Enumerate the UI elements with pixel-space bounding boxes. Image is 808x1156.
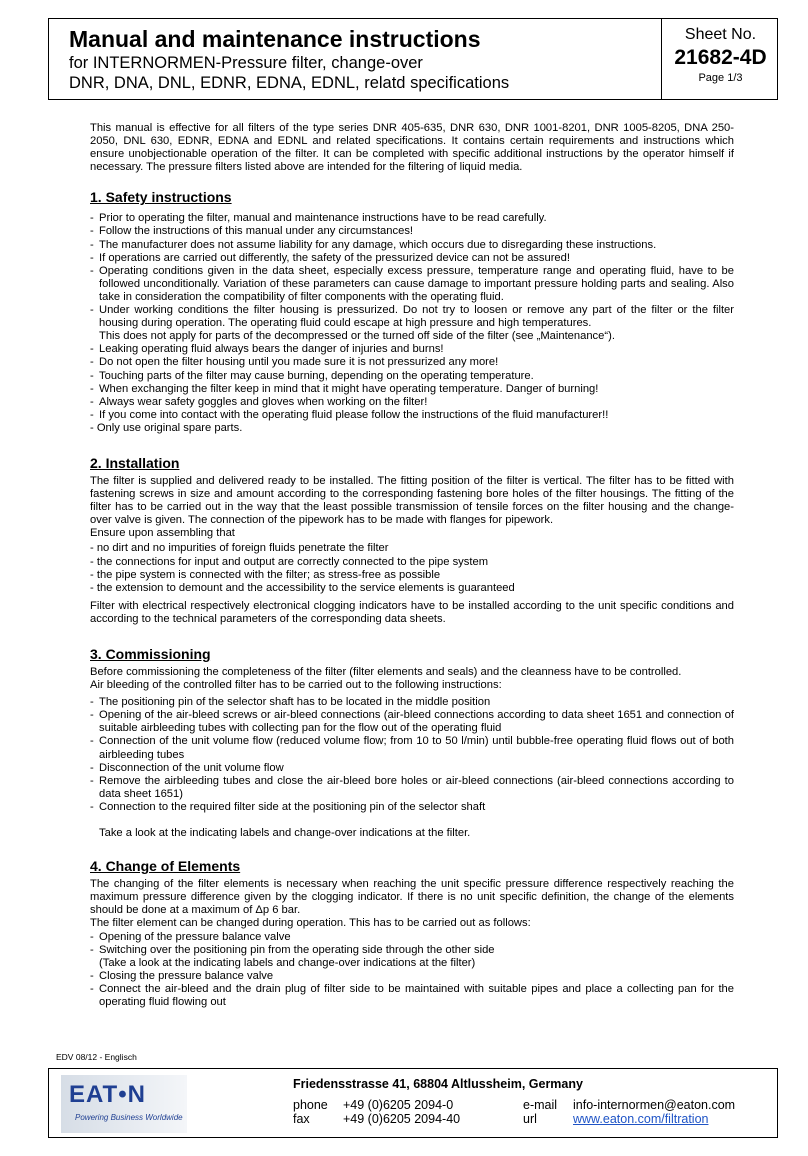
list-item-text: Always wear safety goggles and gloves when working on the filter!	[99, 395, 428, 408]
sheet-label: Sheet No.	[684, 26, 757, 43]
document-body	[90, 122, 734, 1009]
list-item-text: Leaking operating fluid always bears the danger of injuries and burns!	[99, 343, 444, 356]
commissioning-heading: 3. Commissioning	[90, 646, 211, 662]
list-item-text: Remove the airbleeding tubes and close the air-bleed bore holes or air-bleed connections (air-bleed connections according to data sheet 1651)	[99, 774, 734, 800]
sheet-info	[661, 19, 779, 99]
list-item-text: The positioning pin of the selector shaft has to be located in the middle position	[99, 696, 491, 709]
intro-paragraph: This manual is effective for all filters of the type series DNR 405-635, DNR 630, DNR 1001-8201, DNR 1005-8205, DNA 250-2050, DNL 630, EDNR, EDNA and EDNL and related specifications. It contains certain requirements and instructions which ensure unobjectionable operation of the filter. It can be completed with specific additional instructions by the operator himself if necessary. The pressure filters listed above are intended for the filtering of liquid media.	[90, 122, 734, 174]
installation-heading: 2. Installation	[90, 454, 180, 471]
list-item	[90, 225, 734, 238]
list-item-text: Connection to the required filter side at the positioning pin of the selector shaft	[99, 800, 486, 813]
edv-version: EDV 08/12 - Englisch	[56, 1052, 137, 1062]
list-item-text: Follow the instructions of this manual under any circumstances!	[99, 225, 414, 238]
sheet-number: 21682-4D	[674, 46, 767, 69]
eaton-logo	[61, 1075, 187, 1133]
list-item	[90, 983, 734, 1009]
list-item	[90, 970, 734, 983]
list-item	[90, 383, 734, 396]
website-link[interactable]: www.eaton.com/filtration	[573, 1112, 709, 1126]
list-item	[90, 304, 734, 343]
page-indicator: Page 1/3	[698, 72, 743, 84]
header-box	[48, 18, 778, 100]
header-title-block	[69, 25, 649, 93]
list-item	[90, 735, 734, 761]
change-paragraph: The changing of the filter elements is necessary when reaching the unit specific pressure difference respectively reaching the maximum pressure difference given by the clogging indicator. If there is no unit specific definition, the change of the elements should be done at a maximum of Δp 6 bar.	[90, 878, 734, 917]
list-item: - Only use original spare parts.	[90, 421, 243, 434]
list-item: - no dirt and no impurities of foreign fluids penetrate the filter	[90, 542, 389, 555]
change-heading: 4. Change of Elements	[90, 858, 241, 875]
list-item-text: Closing the pressure balance valve	[99, 969, 274, 982]
list-item-note: (Take a look at the indicating labels and change-over indications at the filter)	[99, 956, 476, 969]
list-item-text: Disconnection of the unit volume flow	[99, 761, 284, 774]
list-item	[90, 370, 734, 383]
list-item-text: Do not open the filter housing until you made sure it is not pressurized any more!	[99, 356, 499, 369]
safety-heading: 1. Safety instructions	[90, 189, 232, 206]
installation-paragraph: The filter is supplied and delivered ready to be installed. The fitting position of the filter is vertical. The filter has to be fitted with fastening screws in size and amount according to the corresponding fastening bore holes of the filter housings. The fitting of the filter has to be carried out in the way that the least possible transmission of tensile forces on the filter housing and the change-over valve is given. The connection of the pipework has to be made with flanges for pipework.	[90, 474, 734, 527]
list-item	[90, 409, 734, 422]
list-item: - the connections for input and output are correctly connected to the pipe system	[90, 555, 489, 568]
phone-number: +49 (0)6205 2094-0	[343, 1098, 454, 1112]
list-item-text: Prior to operating the filter, manual and maintenance instructions have to be read carefully.	[99, 212, 547, 225]
list-item-text: - Switching over the positioning pin from the operating side through the other side	[99, 943, 495, 956]
list-item	[90, 212, 734, 225]
document-title: Manual and maintenance instructions	[69, 26, 481, 52]
commissioning-paragraph: Before commissioning the completeness of the filter (filter elements and seals) and the cleanness have to be controlled.	[90, 666, 682, 678]
list-item-text: Opening of the air-bleed screws or air-bleed connections (air-bleed connections according to data sheet 1651 and connection of suitable airbleeding tubes with collecting pan for the flow out of the operating fluid	[99, 709, 734, 735]
list-item	[90, 696, 734, 709]
list-item	[90, 396, 734, 409]
fax-label: fax	[293, 1112, 310, 1126]
list-item-text: If you come into contact with the operating fluid please follow the instructions of the fluid manufacturer!!	[99, 408, 609, 421]
list-item	[90, 801, 734, 814]
list-item: - the pipe system is connected with the filter; as stress-free as possible	[90, 568, 441, 581]
list-item	[90, 709, 734, 735]
list-item	[90, 356, 734, 369]
logo-wordmark: EAT•N	[69, 1081, 146, 1108]
installation-paragraph: Ensure upon assembling that	[90, 527, 235, 540]
installation-paragraph: Filter with electrical respectively electronical clogging indicators have to be installed according to the unit specific conditions and according to the technical parameters of the corresponding data sheets.	[90, 599, 734, 625]
list-item	[90, 931, 734, 944]
list-item-text: If operations are carried out differently, the safety of the pressurized device can not be assured!	[99, 251, 570, 264]
url-label: url	[523, 1112, 537, 1126]
list-item-text: Touching parts of the filter may cause burning, depending on the operating temperature.	[99, 369, 534, 382]
list-item	[90, 775, 734, 801]
commissioning-paragraph: Air bleeding of the controlled filter has to be carried out to the following instructions:	[90, 679, 502, 692]
document-subtitle-1: for INTERNORMEN-Pressure filter, change-over	[69, 54, 423, 72]
email-address: info-internormen@eaton.com	[573, 1098, 736, 1112]
commissioning-note: Take a look at the indicating labels and change-over indications at the filter.	[99, 827, 471, 840]
list-item-text: Operating conditions given in the data sheet, especially excess pressure, temperature range and operating fluid, have to be followed unconditionally. Variation of these parameters can cause damage to important pressure holding parts and sealing. Also take in consideration the compatibility of filter components with the operating fluid.	[99, 264, 734, 303]
list-item	[90, 252, 734, 265]
list-item	[90, 265, 734, 304]
list-item-note: This does not apply for parts of the decompressed or the turned off side of the filter (see „Maintenance“).	[99, 330, 615, 343]
logo-tagline: Powering Business Worldwide	[75, 1113, 183, 1122]
list-item-text: The manufacturer does not assume liability for any damage, which occurs due to disregarding these instructions.	[99, 238, 657, 251]
list-item-text: Connection of the unit volume flow (reduced volume flow; from 10 to 50 l/min) until bubble-free operating fluid flows out of both airbleeding tubes	[99, 735, 734, 761]
company-address: Friedensstrasse 41, 68804 Altlussheim, Germany	[293, 1077, 583, 1091]
list-item-text: When exchanging the filter keep in mind that it might have operating temperature. Danger of burning!	[99, 382, 599, 395]
list-item	[90, 944, 734, 970]
list-item-text: - Under working conditions the filter housing is pressurized. Do not try to loosen or remove any part of the filter or the filter housing during operation. The operating fluid could escape at high pressure and high temperatures.	[99, 304, 734, 330]
email-label: e-mail	[523, 1098, 558, 1112]
document-subtitle-2: DNR, DNA, DNL, EDNR, EDNA, EDNL, relatd specifications	[69, 74, 510, 92]
list-item-text: Opening of the pressure balance valve	[99, 930, 291, 943]
phone-label: phone	[293, 1098, 328, 1112]
list-item-text: Connect the air-bleed and the drain plug of filter side to be maintained with suitable pipes and place a collecting pan for the operating fluid flowing out	[99, 982, 734, 1008]
fax-number: +49 (0)6205 2094-40	[343, 1112, 461, 1126]
list-item	[90, 239, 734, 252]
list-item	[90, 762, 734, 775]
footer	[48, 1068, 778, 1138]
list-item	[90, 343, 734, 356]
change-paragraph: The filter element can be changed during operation. This has to be carried out as follows:	[90, 917, 531, 930]
list-item: - the extension to demount and the accessibility to the service elements is guaranteed	[90, 581, 515, 594]
